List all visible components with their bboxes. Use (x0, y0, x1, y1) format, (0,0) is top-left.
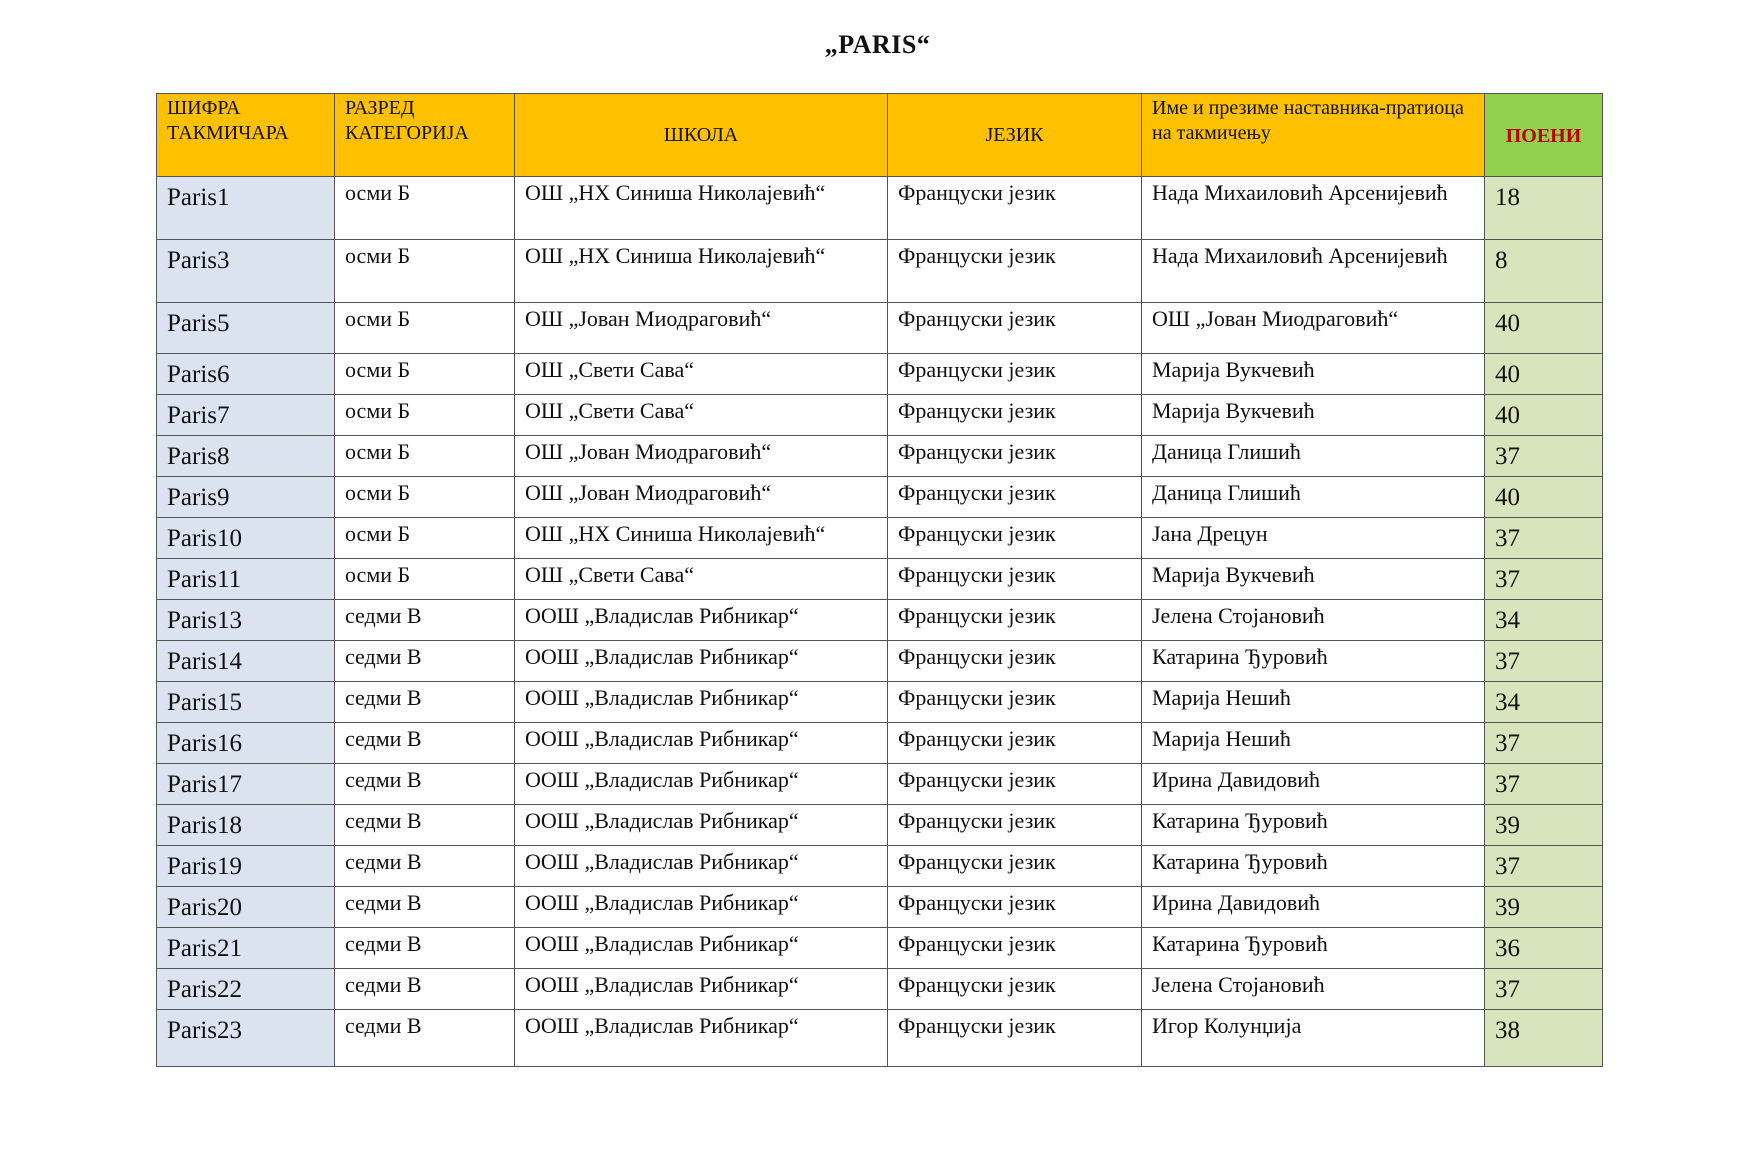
cell-teacher: Катарина Ђуровић (1142, 805, 1485, 846)
cell-code: Paris9 (157, 477, 335, 518)
cell-teacher: Даница Глишић (1142, 477, 1485, 518)
table-row (157, 1010, 1603, 1067)
cell-points: 36 (1485, 928, 1603, 969)
cell-grade: осми Б (335, 436, 515, 477)
cell-school: ОШ „НХ Синиша Николајевић“ (515, 518, 888, 559)
cell-code: Paris22 (157, 969, 335, 1010)
cell-code: Paris13 (157, 600, 335, 641)
table-row (157, 928, 1603, 969)
cell-school: ОШ „Свети Сава“ (515, 354, 888, 395)
cell-code: Paris8 (157, 436, 335, 477)
table-row (157, 395, 1603, 436)
cell-language: Француски језик (888, 805, 1142, 846)
table-row (157, 641, 1603, 682)
cell-language: Француски језик (888, 477, 1142, 518)
cell-teacher: Катарина Ђуровић (1142, 846, 1485, 887)
cell-points: 40 (1485, 303, 1603, 354)
cell-language: Француски језик (888, 764, 1142, 805)
cell-school: ООШ „Владислав Рибникар“ (515, 723, 888, 764)
cell-code: Paris5 (157, 303, 335, 354)
cell-language: Француски језик (888, 682, 1142, 723)
cell-school: ООШ „Владислав Рибникар“ (515, 600, 888, 641)
cell-school: ОШ „НХ Синиша Николајевић“ (515, 240, 888, 303)
table-row (157, 303, 1603, 354)
cell-points: 39 (1485, 887, 1603, 928)
cell-code: Paris21 (157, 928, 335, 969)
cell-points: 37 (1485, 559, 1603, 600)
cell-points: 37 (1485, 641, 1603, 682)
cell-points: 40 (1485, 477, 1603, 518)
cell-school: ООШ „Владислав Рибникар“ (515, 928, 888, 969)
header-code: ШИФРА ТАКМИЧАРА (157, 94, 335, 177)
cell-grade: осми Б (335, 395, 515, 436)
cell-grade: седми В (335, 846, 515, 887)
header-teacher: Име и презиме наставника-пратиоца на такмичењу (1142, 94, 1485, 177)
header-school: ШКОЛА (515, 94, 888, 177)
cell-school: ООШ „Владислав Рибникар“ (515, 1010, 888, 1067)
table-row (157, 969, 1603, 1010)
cell-school: ОШ „Јован Миодраговић“ (515, 436, 888, 477)
cell-language: Француски језик (888, 887, 1142, 928)
cell-language: Француски језик (888, 928, 1142, 969)
cell-grade: седми В (335, 1010, 515, 1067)
cell-points: 37 (1485, 518, 1603, 559)
cell-language: Француски језик (888, 846, 1142, 887)
cell-grade: седми В (335, 641, 515, 682)
cell-points: 34 (1485, 682, 1603, 723)
cell-code: Paris23 (157, 1010, 335, 1067)
cell-language: Француски језик (888, 723, 1142, 764)
cell-points: 39 (1485, 805, 1603, 846)
header-language: ЈЕЗИК (888, 94, 1142, 177)
cell-school: ООШ „Владислав Рибникар“ (515, 641, 888, 682)
cell-points: 40 (1485, 395, 1603, 436)
cell-points: 8 (1485, 240, 1603, 303)
cell-language: Француски језик (888, 354, 1142, 395)
cell-points: 37 (1485, 846, 1603, 887)
results-table (156, 93, 1603, 1067)
page-title: „PARIS“ (824, 30, 931, 59)
cell-code: Paris7 (157, 395, 335, 436)
cell-grade: седми В (335, 764, 515, 805)
cell-grade: осми Б (335, 354, 515, 395)
cell-school: ООШ „Владислав Рибникар“ (515, 805, 888, 846)
table-header-row (157, 94, 1603, 177)
table-row (157, 846, 1603, 887)
cell-teacher: Марија Нешић (1142, 682, 1485, 723)
table-row (157, 764, 1603, 805)
cell-code: Paris15 (157, 682, 335, 723)
cell-grade: седми В (335, 682, 515, 723)
cell-code: Paris11 (157, 559, 335, 600)
table-row (157, 240, 1603, 303)
cell-points: 38 (1485, 1010, 1603, 1067)
cell-points: 34 (1485, 600, 1603, 641)
cell-teacher: Игор Колунџија (1142, 1010, 1485, 1067)
cell-teacher: Јелена Стојановић (1142, 969, 1485, 1010)
header-points: ПОЕНИ (1485, 94, 1603, 177)
cell-teacher: Даница Глишић (1142, 436, 1485, 477)
cell-grade: осми Б (335, 518, 515, 559)
cell-language: Француски језик (888, 969, 1142, 1010)
table-row (157, 354, 1603, 395)
cell-school: ОШ „Јован Миодраговић“ (515, 303, 888, 354)
cell-grade: осми Б (335, 240, 515, 303)
header-grade: РАЗРЕД КАТЕГОРИЈА (335, 94, 515, 177)
cell-points: 37 (1485, 969, 1603, 1010)
cell-school: ОШ „Свети Сава“ (515, 559, 888, 600)
cell-language: Француски језик (888, 641, 1142, 682)
cell-teacher: Марија Вукчевић (1142, 395, 1485, 436)
cell-language: Француски језик (888, 177, 1142, 240)
cell-school: ООШ „Владислав Рибникар“ (515, 887, 888, 928)
cell-teacher: Ирина Давидовић (1142, 764, 1485, 805)
cell-teacher: Марија Вукчевић (1142, 354, 1485, 395)
cell-school: ООШ „Владислав Рибникар“ (515, 846, 888, 887)
cell-points: 37 (1485, 436, 1603, 477)
cell-grade: осми Б (335, 303, 515, 354)
cell-code: Paris17 (157, 764, 335, 805)
cell-code: Paris14 (157, 641, 335, 682)
cell-teacher: Нада Михаиловић Арсенијевић (1142, 177, 1485, 240)
cell-school: ОШ „Свети Сава“ (515, 395, 888, 436)
cell-school: ОШ „Јован Миодраговић“ (515, 477, 888, 518)
cell-points: 18 (1485, 177, 1603, 240)
cell-school: ООШ „Владислав Рибникар“ (515, 682, 888, 723)
cell-points: 37 (1485, 723, 1603, 764)
cell-points: 40 (1485, 354, 1603, 395)
cell-teacher: Марија Нешић (1142, 723, 1485, 764)
cell-teacher: Катарина Ђуровић (1142, 641, 1485, 682)
table-row (157, 723, 1603, 764)
table-row (157, 887, 1603, 928)
cell-points: 37 (1485, 764, 1603, 805)
cell-grade: седми В (335, 969, 515, 1010)
cell-language: Француски језик (888, 600, 1142, 641)
table-row (157, 682, 1603, 723)
table-row (157, 177, 1603, 240)
cell-code: Paris19 (157, 846, 335, 887)
table-row (157, 600, 1603, 641)
cell-language: Француски језик (888, 436, 1142, 477)
cell-code: Paris10 (157, 518, 335, 559)
cell-teacher: Ирина Давидовић (1142, 887, 1485, 928)
cell-code: Paris3 (157, 240, 335, 303)
cell-teacher: Марија Вукчевић (1142, 559, 1485, 600)
cell-language: Француски језик (888, 303, 1142, 354)
cell-grade: осми Б (335, 477, 515, 518)
cell-code: Paris16 (157, 723, 335, 764)
cell-code: Paris6 (157, 354, 335, 395)
cell-code: Paris1 (157, 177, 335, 240)
cell-school: ООШ „Владислав Рибникар“ (515, 969, 888, 1010)
cell-language: Француски језик (888, 395, 1142, 436)
cell-code: Paris18 (157, 805, 335, 846)
table-row (157, 805, 1603, 846)
cell-grade: седми В (335, 928, 515, 969)
table-row (157, 559, 1603, 600)
cell-language: Француски језик (888, 1010, 1142, 1067)
table-row (157, 518, 1603, 559)
cell-grade: осми Б (335, 559, 515, 600)
cell-code: Paris20 (157, 887, 335, 928)
table-row (157, 477, 1603, 518)
cell-language: Француски језик (888, 240, 1142, 303)
cell-grade: седми В (335, 723, 515, 764)
cell-teacher: Јана Дрецун (1142, 518, 1485, 559)
cell-grade: седми В (335, 600, 515, 641)
cell-teacher: Катарина Ђуровић (1142, 928, 1485, 969)
cell-school: ОШ „НХ Синиша Николајевић“ (515, 177, 888, 240)
cell-school: ООШ „Владислав Рибникар“ (515, 764, 888, 805)
cell-language: Француски језик (888, 518, 1142, 559)
cell-grade: осми Б (335, 177, 515, 240)
table-row (157, 436, 1603, 477)
cell-grade: седми В (335, 887, 515, 928)
cell-teacher: Јелена Стојановић (1142, 600, 1485, 641)
cell-language: Француски језик (888, 559, 1142, 600)
cell-grade: седми В (335, 805, 515, 846)
cell-teacher: Нада Михаиловић Арсенијевић (1142, 240, 1485, 303)
cell-teacher: ОШ „Јован Миодраговић“ (1142, 303, 1485, 354)
